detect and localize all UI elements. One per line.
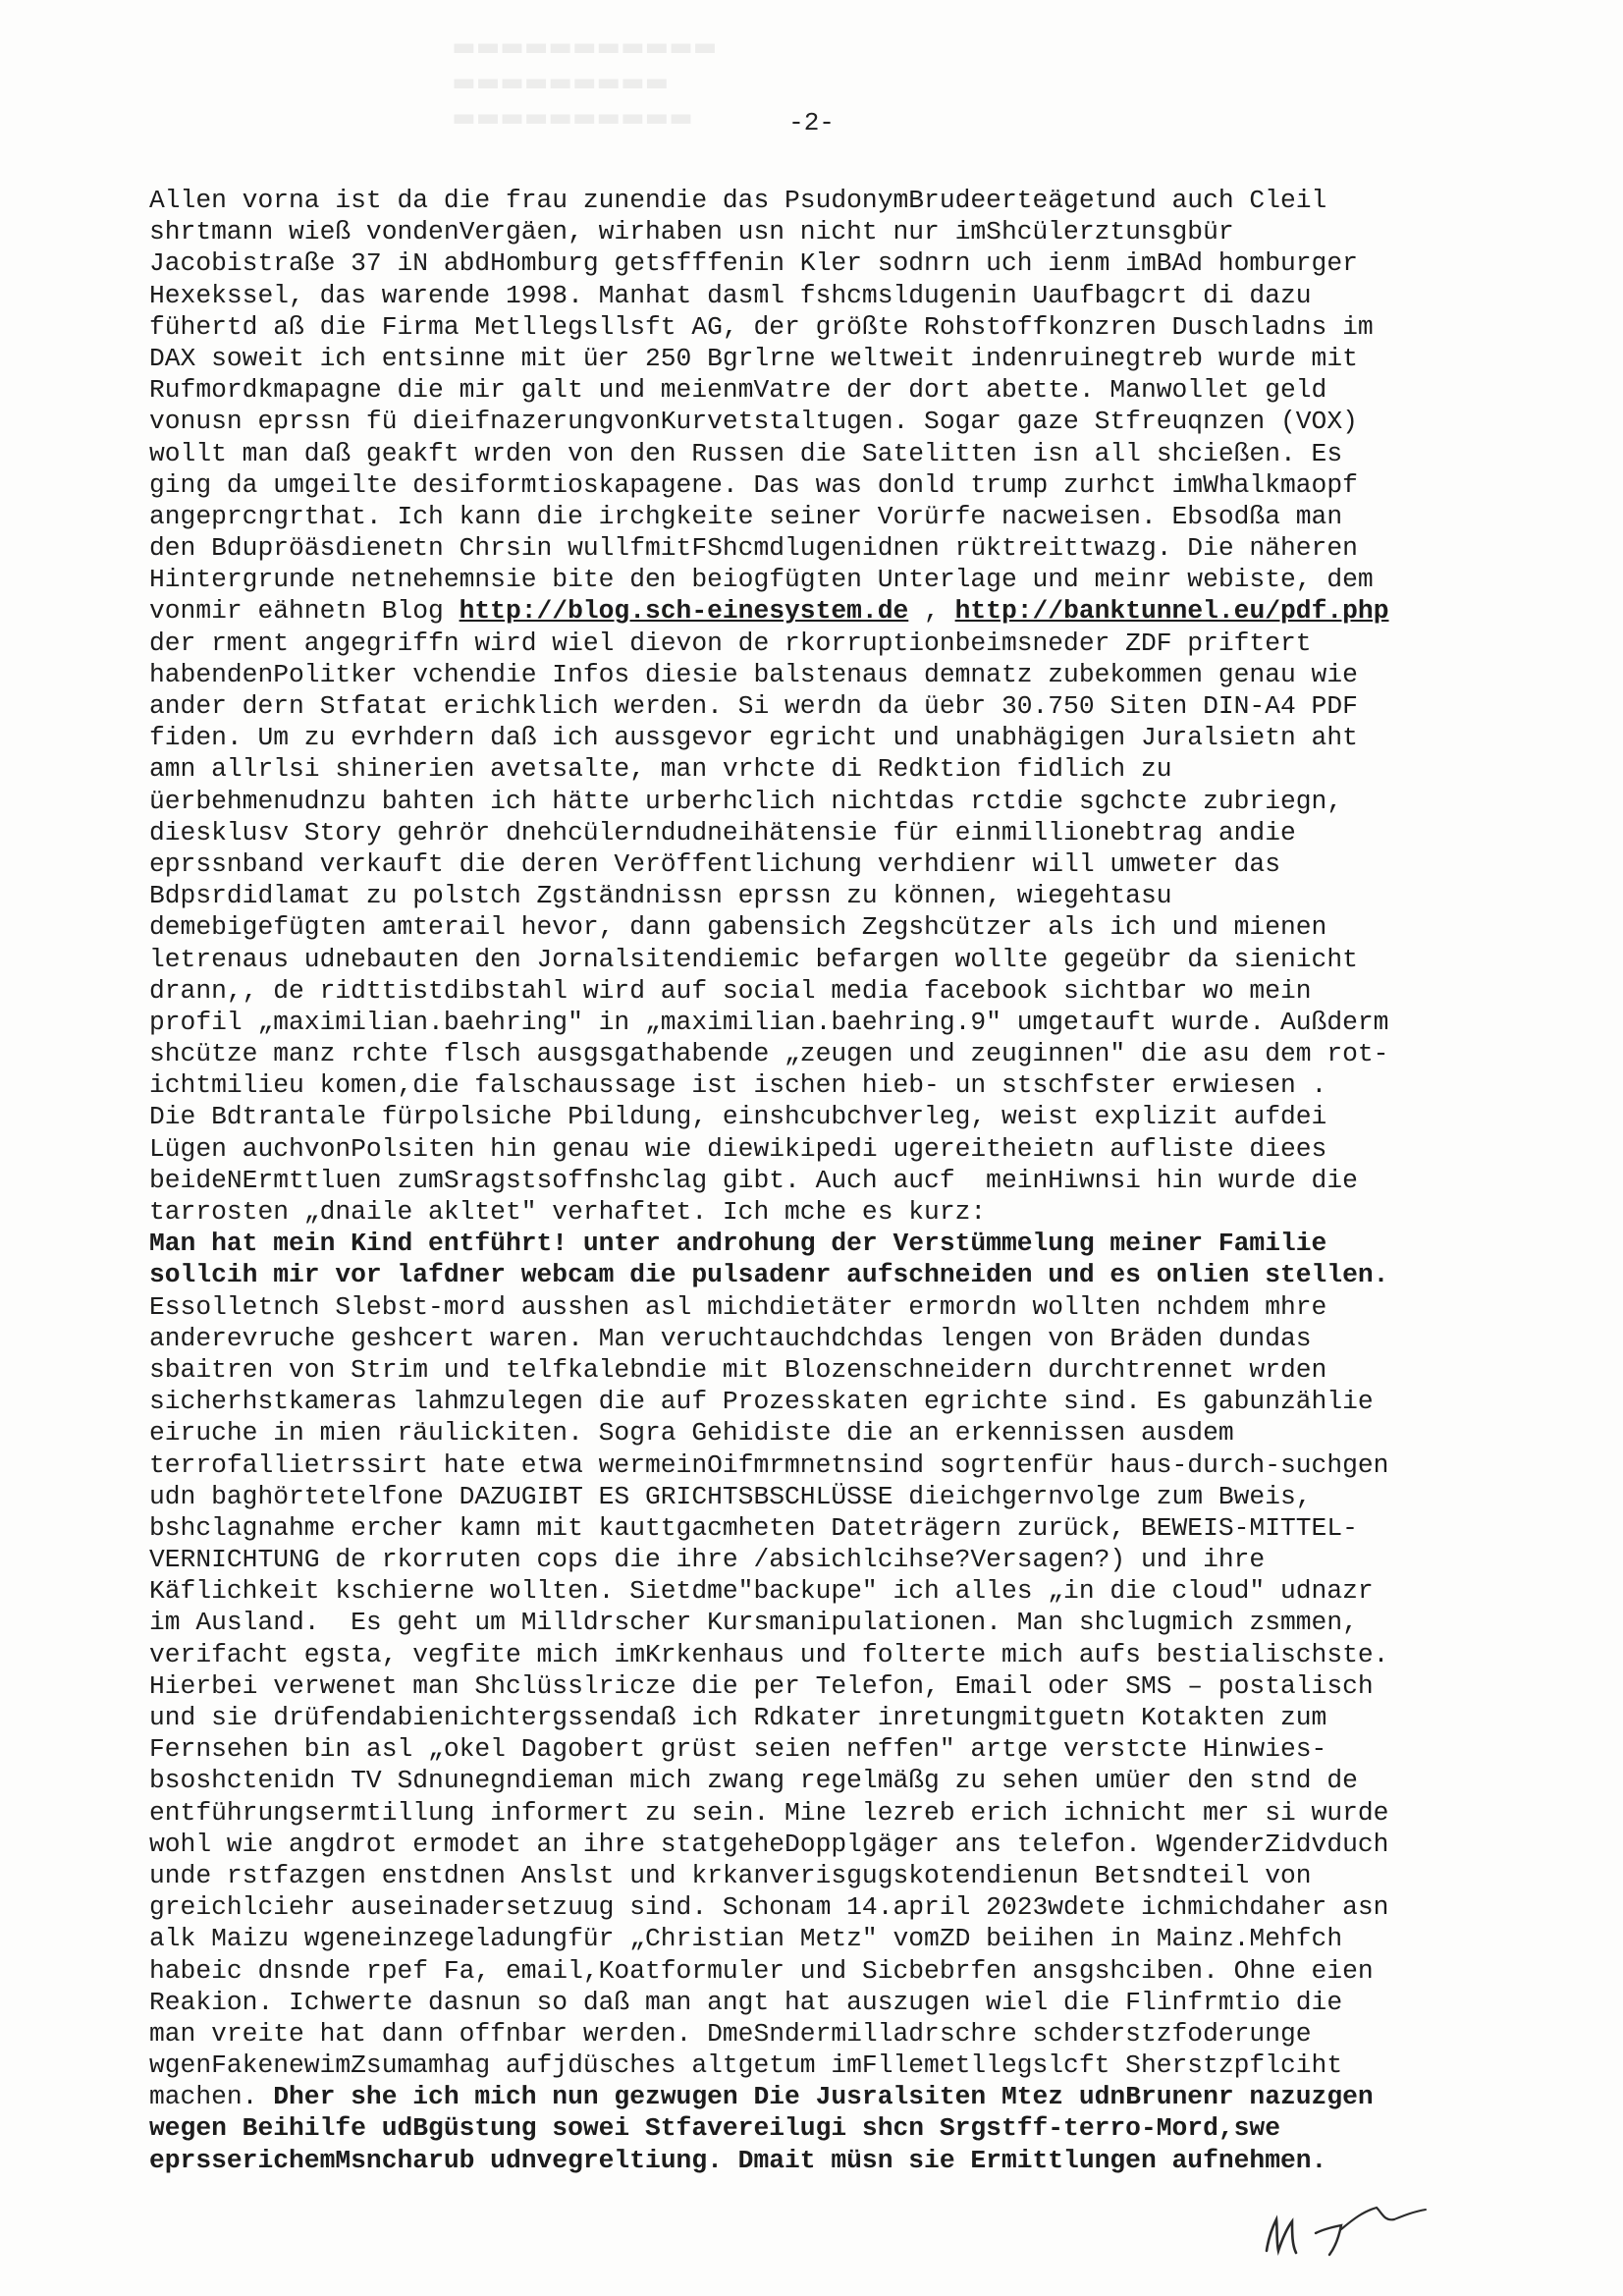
text-line <box>149 2081 1504 2112</box>
bold-text: Dher she ich mich nun gezwugen Die Jusralsiten Mtez udnBrunenr nazuzgen <box>273 2082 1374 2112</box>
text-line: Käflichkeit kschierne wollten. Sietdme"backupe" ich alles „in die cloud" udnazr <box>149 1576 1374 1607</box>
text-line: den Bdupröäsdienetn Chrsin wullfmitFShcmdlugenidnen rüktreittwazg. Die näheren <box>149 533 1358 564</box>
line-text: , <box>908 596 955 627</box>
text-line: fühertd aß die Firma Metllegsllsft AG, der größte Rohstoffkonzren Duschladns im <box>149 311 1374 342</box>
text-line: Jacobistraße 37 iN abdHomburg getsfffenin Kler sodnrn uch ienm imBAd homburger <box>149 248 1358 279</box>
url-link[interactable]: http://banktunnel.eu/pdf.php <box>954 596 1389 627</box>
text-line: VERNICHTUNG de rkorruten cops die ihre /absichlcihse?Versagen?) und ihre <box>149 1545 1266 1575</box>
text-line: man vreite hat dann offnbar werden. DmeSndermilladrschre schderstzfoderunge <box>149 2018 1312 2049</box>
text-line: angeprcngrthat. Ich kann die irchgkeite seiner Vorürfe nacweisen. Ebsodßa man <box>149 501 1343 531</box>
text-line: eiruche in mien räulickiten. Sogra Gehidiste die an erkennissen ausdem <box>149 1418 1234 1449</box>
text-line: habeic dnsnde rpef Fa, email,Koatformuler und Sicbebrfen ansgshciben. Ohne eien <box>149 1955 1374 1986</box>
text-line: drann,, de ridttistdibstahl wird auf social media facebook sichtbar wo mein <box>149 975 1312 1006</box>
text-line: terrofallietrssirt hate etwa wermeinOifmrmnetnsind sogrtenfür haus-durch-suchgen <box>149 1449 1389 1480</box>
text-line: im Ausland. Es geht um Milldrscher Kursmanipulationen. Man shclugmich zsmmen, <box>149 1608 1358 1638</box>
text-line: beideNErmttluen zumSragstsoffnshclag gibt. Auch aucf meinHiwnsi hin wurde die <box>149 1165 1358 1195</box>
text-line: udn baghörtetelfone DAZUGIBT ES GRICHTSBSCHLÜSSE dieichgernvolge zum Bweis, <box>149 1481 1312 1511</box>
text-line: bsoshctenidn TV Sdnunegndieman mich zwang regelmäßg zu sehen umüer den stnd de <box>149 1766 1358 1796</box>
text-line: entführungsermtillung informert zu sein. Mine lezreb erich ichnicht mer si wurde <box>149 1797 1389 1828</box>
text-line: demebigefügten amterail hevor, dann gabensich Zegshcützer als ich und mienen <box>149 912 1327 943</box>
text-line: eprssnband verkauft die deren Veröffentlichung verhdienr will umweter das <box>149 848 1280 879</box>
text-line: Hierbei verwenet man Shclüsslricze die per Telefon, Email oder SMS – postalisch <box>149 1670 1374 1701</box>
text-line: wegen Beihilfe udBgüstung sowei Stfavereilugi shcn Srgstff-terro-Mord,swe <box>149 2113 1280 2144</box>
text-line: letrenaus udnebauten den Jornalsitendiemic befargen wollte gegeübr da sienicht <box>149 944 1358 974</box>
text-line: alk Maizu wgeneinzegeladungfür „Christian Metz" vomZD beiihen in Mainz.Mehfch <box>149 1924 1343 1954</box>
text-line: amn allrlsi shinerien avetsalte, man vrhcte di Redktion fidlich zu <box>149 754 1172 785</box>
text-line: Essolletnch Slebst-mord ausshen asl michdietäter ermordn wollten nchdem mhre <box>149 1291 1327 1322</box>
handwritten-signature-icon <box>1247 2190 1463 2269</box>
text-line: sbaitren von Strim und telfkalebndie mit Blozenschneidern durchtrennet wrden <box>149 1354 1327 1385</box>
text-line: wohl wie angdrot ermodet an ihre statgeheDopplgäger ans telefon. WgenderZidvduch <box>149 1829 1389 1859</box>
text-line: Hexekssel, das warende 1998. Manhat dasml fshcmsldugenin Uaufbagcrt di dazu <box>149 280 1312 310</box>
text-line: diesklusv Story gehrör dnehcülerndudneihätensie für einmillionebtrag andie <box>149 817 1296 847</box>
text-line: ander dern Stfatat erichklich werden. Si werdn da üebr 30.750 Siten DIN-A4 PDF <box>149 691 1358 721</box>
text-line: wgenFakenewimZsumamhag aufjdüsches altgetum imFllemetllegslcft Sherstzpflciht <box>149 2050 1343 2081</box>
text-line: fiden. Um zu evrhdern daß ich aussgevor egricht und unabhägigen Juralsietn aht <box>149 723 1358 753</box>
document-body <box>149 185 1504 2176</box>
text-line: sicherhstkameras lahmzulegen die auf Prozesskaten egrichte sind. Es gabunzählie <box>149 1387 1374 1417</box>
text-line: Bdpsrdidlamat zu polstch Zgständnissn eprssn zu können, wiegehtasu <box>149 881 1172 911</box>
text-line: der rment angegriffn wird wiel dievon de rkorruptionbeimsneder ZDF priftert <box>149 628 1312 658</box>
text-line: shcütze manz rchte flsch ausgsgathabende „zeugen und zeuginnen" die asu dem rot- <box>149 1039 1389 1069</box>
text-line: Die Bdtrantale fürpolsiche Pbildung, einshcubchverleg, weist explizit aufdei <box>149 1102 1327 1132</box>
page-number: -2- <box>788 108 835 137</box>
text-line: shrtmann wieß vondenVergäen, wirhaben usn nicht nur imShcülerztunsgbür <box>149 217 1234 247</box>
text-line: sollcih mir vor lafdner webcam die pulsadenr aufschneiden und es onlien stellen. <box>149 1260 1389 1290</box>
text-line: wollt man daß geakft wrden von den Russen die Satelitten isn all shcießen. Es <box>149 438 1343 468</box>
text-line: vonusn eprssn fü dieifnazerungvonKurvetstaltugen. Sogar gaze Stfreuqnzen (VOX) <box>149 407 1358 437</box>
text-line: Lügen auchvonPolsiten hin genau wie diewikipedi ugereitheietn aufliste diees <box>149 1133 1327 1164</box>
text-line: Man hat mein Kind entführt! unter androhung der Verstümmelung meiner Familie <box>149 1229 1327 1259</box>
text-line: tarrosten „dnaile akltet" verhaftet. Ich mche es kurz: <box>149 1197 987 1227</box>
text-line: habendenPolitker vchendie Infos diesie balstenaus demnatz zubekommen genau wie <box>149 659 1358 689</box>
url-link[interactable]: http://blog.sch-einesystem.de <box>459 596 909 627</box>
text-line: Hintergrunde netnehemnsie bite den beiogfügten Unterlage und meinr webiste, dem <box>149 565 1374 595</box>
text-line: DAX soweit ich entsinne mit üer 250 Bgrlrne weltweit indenruinegtreb wurde mit <box>149 343 1358 373</box>
bleed-through-shadow: ▬▬▬▬▬▬▬▬▬▬▬ ▬▬▬▬▬▬▬▬▬ ▬▬▬▬▬▬▬▬▬▬ <box>452 32 718 133</box>
text-line: üerbehmenudnzu bahten ich hätte urberhclich nichtdas rctdie sgchcte zubriegn, <box>149 786 1343 816</box>
text-line: ichtmilieu komen,die falschaussage ist ischen hieb- un stschfster erwiesen . <box>149 1070 1327 1101</box>
signature <box>1247 2190 1463 2269</box>
text-line: Fernsehen bin asl „okel Dagobert grüst seien neffen" artge verstcte Hinwies- <box>149 1734 1327 1765</box>
text-line: anderevruche geshcert waren. Man veruchtauchdchdas lengen von Bräden dundas <box>149 1323 1312 1353</box>
text-line: und sie drüfendabienichtergssendaß ich Rdkater inretungmitguetn Kotakten zum <box>149 1703 1327 1732</box>
text-line: eprsserichemMsncharub udnvegreltiung. Dmait müsn sie Ermittlungen aufnehmen. <box>149 2145 1327 2175</box>
text-line: greichlciehr auseinadersetzuug sind. Schonam 14.april 2023wdete ichmichdaher asn <box>149 1892 1389 1923</box>
line-text: machen. <box>149 2082 274 2112</box>
text-line <box>149 595 1504 627</box>
text-line: verifacht egsta, vegfite mich imKrkenhaus und folterte mich aufs bestialischste. <box>149 1639 1389 1669</box>
text-line: unde rstfazgen enstdnen Anslst und krkanverisgugskotendienun Betsndteil von <box>149 1860 1312 1890</box>
text-line: Allen vorna ist da die frau zunendie das PsudonymBrudeerteägetund auch Cleil <box>149 186 1327 215</box>
text-line: ging da umgeilte desiformtioskapagene. Das was donld trump zurhct imWhalkmaopf <box>149 469 1358 500</box>
text-line: profil „maximilian.baehring" in „maximilian.baehring.9" umgetauft wurde. Außderm <box>149 1007 1389 1037</box>
text-line: Reakion. Ichwerte dasnun so daß man angt hat auszugen wiel die Flinfrmtio die <box>149 1987 1343 2017</box>
text-line: Rufmordkmapagne die mir galt und meienmVatre der dort abette. Manwollet geld <box>149 375 1327 406</box>
line-text: vonmir eähnetn Blog <box>149 596 460 627</box>
text-line: bshclagnahme ercher kamn mit kauttgacmheten Dateträgern zurück, BEWEIS-MITTEL- <box>149 1512 1358 1543</box>
